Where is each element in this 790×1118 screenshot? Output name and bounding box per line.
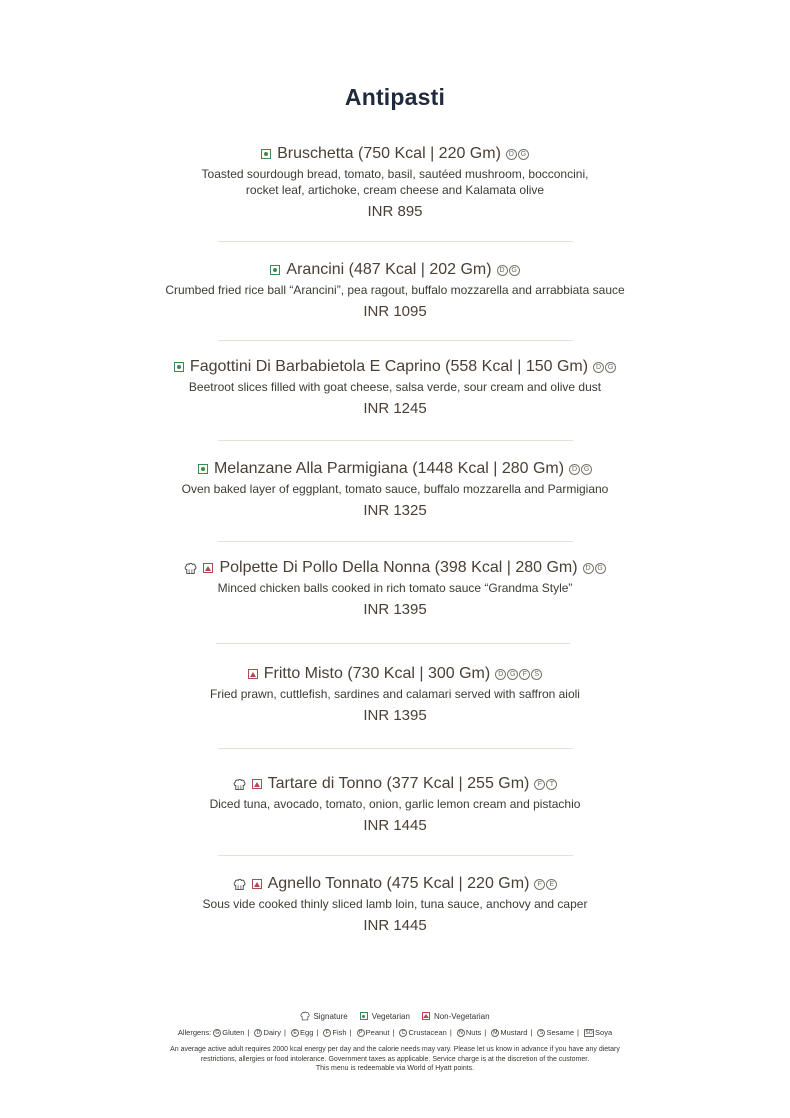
page-title: Antipasti (344, 84, 446, 110)
dish-price: INR 1095 (363, 303, 427, 320)
allergen-code-icon: C (399, 1029, 407, 1037)
dish-name: Agnello Tonnato (475 Kcal | 220 Gm) (267, 875, 530, 892)
dish-description-line: Sous vide cooked thinly sliced lamb loin, tuna sauce, anchovy and caper (202, 897, 588, 911)
signature-chef-hat-icon (184, 562, 197, 575)
divider (218, 440, 573, 441)
dish-name: Fagottini Di Barbabietola E Caprino (558 Kcal | 150 Gm) (189, 358, 589, 375)
menu-item (0, 357, 790, 419)
non-vegetarian-icon (252, 779, 262, 789)
allergen-code-icon: P (357, 1029, 365, 1037)
allergen-icon-dairy: D (506, 149, 517, 160)
dish-price: INR 1325 (363, 502, 427, 519)
vegetarian-icon (198, 464, 208, 474)
dish-description-line: Fried prawn, cuttlefish, sardines and calamari served with saffron aioli (210, 687, 580, 701)
allergen-icon-dairy: D (569, 464, 580, 475)
allergen-code-icon: D (254, 1029, 262, 1037)
allergen-icon-sesame: S (531, 669, 542, 680)
divider (218, 241, 573, 242)
allergen-name: Sesame (546, 1028, 574, 1037)
menu-item (0, 664, 790, 726)
allergen-icon-dairy: D (495, 669, 506, 680)
dish-description-line: Beetroot slices filled with goat cheese, salsa verde, sour cream and olive dust (188, 380, 602, 394)
allergen-name: Dairy (263, 1028, 281, 1037)
dish-price: INR 1245 (363, 400, 427, 417)
dish-name: Bruschetta (750 Kcal | 220 Gm) (277, 145, 501, 162)
dish-description-line: Minced chicken balls cooked in rich tomato sauce “Grandma Style” (217, 581, 573, 595)
allergen-icon-gluten: G (581, 464, 592, 475)
dish-description (0, 379, 790, 395)
allergen-name: Soya (595, 1028, 613, 1037)
allergens-key: Allergens: G Gluten | D Dairy | E Egg | F Fish | P Peanut | C Crustacean | N Nuts | M Mustard | S Sesame | SO Soya (177, 1028, 613, 1037)
allergen-code-icon: S (537, 1029, 545, 1037)
dish-description (0, 796, 790, 812)
dish-description-line: Toasted sourdough bread, tomato, basil, sautéed mushroom, bocconcini, (201, 167, 589, 181)
allergen-icon-dairy: D (593, 362, 604, 373)
allergen-code-icon: G (213, 1029, 221, 1037)
non-vegetarian-icon (252, 879, 262, 889)
allergen-icon-dairy: D (497, 265, 508, 276)
dish-description (0, 580, 790, 596)
dish-description-line: Oven baked layer of eggplant, tomato sauce, buffalo mozzarella and Parmigiano (181, 482, 609, 496)
divider (218, 748, 573, 749)
allergen-icon-gluten: G (507, 669, 518, 680)
legend-vegetarian (360, 1012, 410, 1021)
menu-item (0, 558, 790, 620)
signature-chef-hat-icon (233, 778, 246, 791)
legend-non-vegetarian-label: Non-Vegetarian (433, 1011, 490, 1021)
dish-description-line: rocket leaf, artichoke, cream cheese and Kalamata olive (245, 183, 545, 197)
allergen-icon-t: T (546, 779, 557, 790)
dish-price: INR 1445 (363, 817, 427, 834)
menu-item (0, 874, 790, 936)
allergen-name: Gluten (222, 1028, 245, 1037)
allergen-name: Peanut (365, 1028, 390, 1037)
dish-price: INR 1445 (363, 917, 427, 934)
allergen-icon-egg: E (546, 879, 557, 890)
menu-item (0, 459, 790, 521)
allergen-name: Crustacean (408, 1028, 447, 1037)
non-vegetarian-icon (422, 1012, 430, 1020)
dish-price: INR 895 (367, 203, 423, 220)
dish-description (0, 481, 790, 497)
vegetarian-icon (270, 265, 280, 275)
divider (216, 643, 570, 644)
dish-name: Melanzane Alla Parmigiana (1448 Kcal | 280 Gm) (213, 460, 565, 477)
menu-item (0, 774, 790, 836)
legend-non-vegetarian (422, 1012, 490, 1021)
non-vegetarian-icon (203, 563, 213, 573)
allergen-code-icon: SO (585, 1030, 593, 1037)
allergen-code-icon: E (291, 1029, 299, 1037)
allergen-name: Egg (300, 1028, 314, 1037)
legend-signature (300, 1011, 347, 1021)
disclaimer-line: This menu is redeemable via World of Hyatt points. (315, 1065, 475, 1072)
allergen-icon-gluten: G (605, 362, 616, 373)
allergen-name: Nuts (465, 1028, 482, 1037)
legend-signature-label: Signature (313, 1011, 348, 1021)
dish-description (0, 896, 790, 912)
allergen-icon-fish: F (519, 669, 530, 680)
divider (218, 855, 573, 856)
dish-description (0, 282, 790, 298)
dish-description-line: Diced tuna, avocado, tomato, onion, garlic lemon cream and pistachio (209, 797, 581, 811)
dish-description (0, 166, 790, 198)
menu-item (0, 144, 790, 222)
divider (218, 340, 573, 341)
disclaimer (120, 1045, 670, 1074)
dish-description-line: Crumbed fried rice ball “Arancini”, pea ragout, buffalo mozzarella and arrabbiata sauce (165, 283, 625, 297)
menu-item (0, 260, 790, 322)
disclaimer-line: An average active adult requires 2000 kcal energy per day and the calorie needs may vary. Please let us know in advance if you have any dietary (170, 1046, 620, 1053)
dish-price: INR 1395 (363, 601, 427, 618)
allergen-icon-gluten: G (595, 563, 606, 574)
allergens-label: Allergens: (177, 1028, 212, 1037)
allergen-icon-gluten: G (509, 265, 520, 276)
allergen-code-icon: N (457, 1029, 465, 1037)
vegetarian-icon (360, 1012, 368, 1020)
non-vegetarian-icon (248, 669, 258, 679)
allergen-code-icon: F (323, 1029, 331, 1037)
allergen-code-icon: M (493, 1030, 498, 1037)
signature-chef-hat-icon (233, 878, 246, 891)
allergen-icon-dairy: D (583, 563, 594, 574)
dish-name: Fritto Misto (730 Kcal | 300 Gm) (263, 665, 491, 682)
allergen-icon-fish: F (534, 879, 545, 890)
allergen-name: Fish (332, 1028, 347, 1037)
signature-chef-hat-icon (300, 1011, 310, 1021)
allergen-name: Mustard (500, 1028, 528, 1037)
divider (218, 541, 573, 542)
dish-price: INR 1395 (363, 707, 427, 724)
dish-name: Polpette Di Pollo Della Nonna (398 Kcal | 280 Gm) (219, 559, 578, 576)
dish-name: Tartare di Tonno (377 Kcal | 255 Gm) (267, 775, 530, 792)
dish-description (0, 686, 790, 702)
allergen-icon-gluten: G (518, 149, 529, 160)
allergen-icon-fish: F (534, 779, 545, 790)
legend (0, 1011, 790, 1021)
disclaimer-line: restrictions, allergies or food intolerance. Government taxes as applicable. Service charge is at the discretion of the customer. (200, 1055, 590, 1063)
legend-vegetarian-label: Vegetarian (371, 1011, 410, 1021)
vegetarian-icon (261, 149, 271, 159)
vegetarian-icon (174, 362, 184, 372)
dish-name: Arancini (487 Kcal | 202 Gm) (286, 261, 492, 278)
